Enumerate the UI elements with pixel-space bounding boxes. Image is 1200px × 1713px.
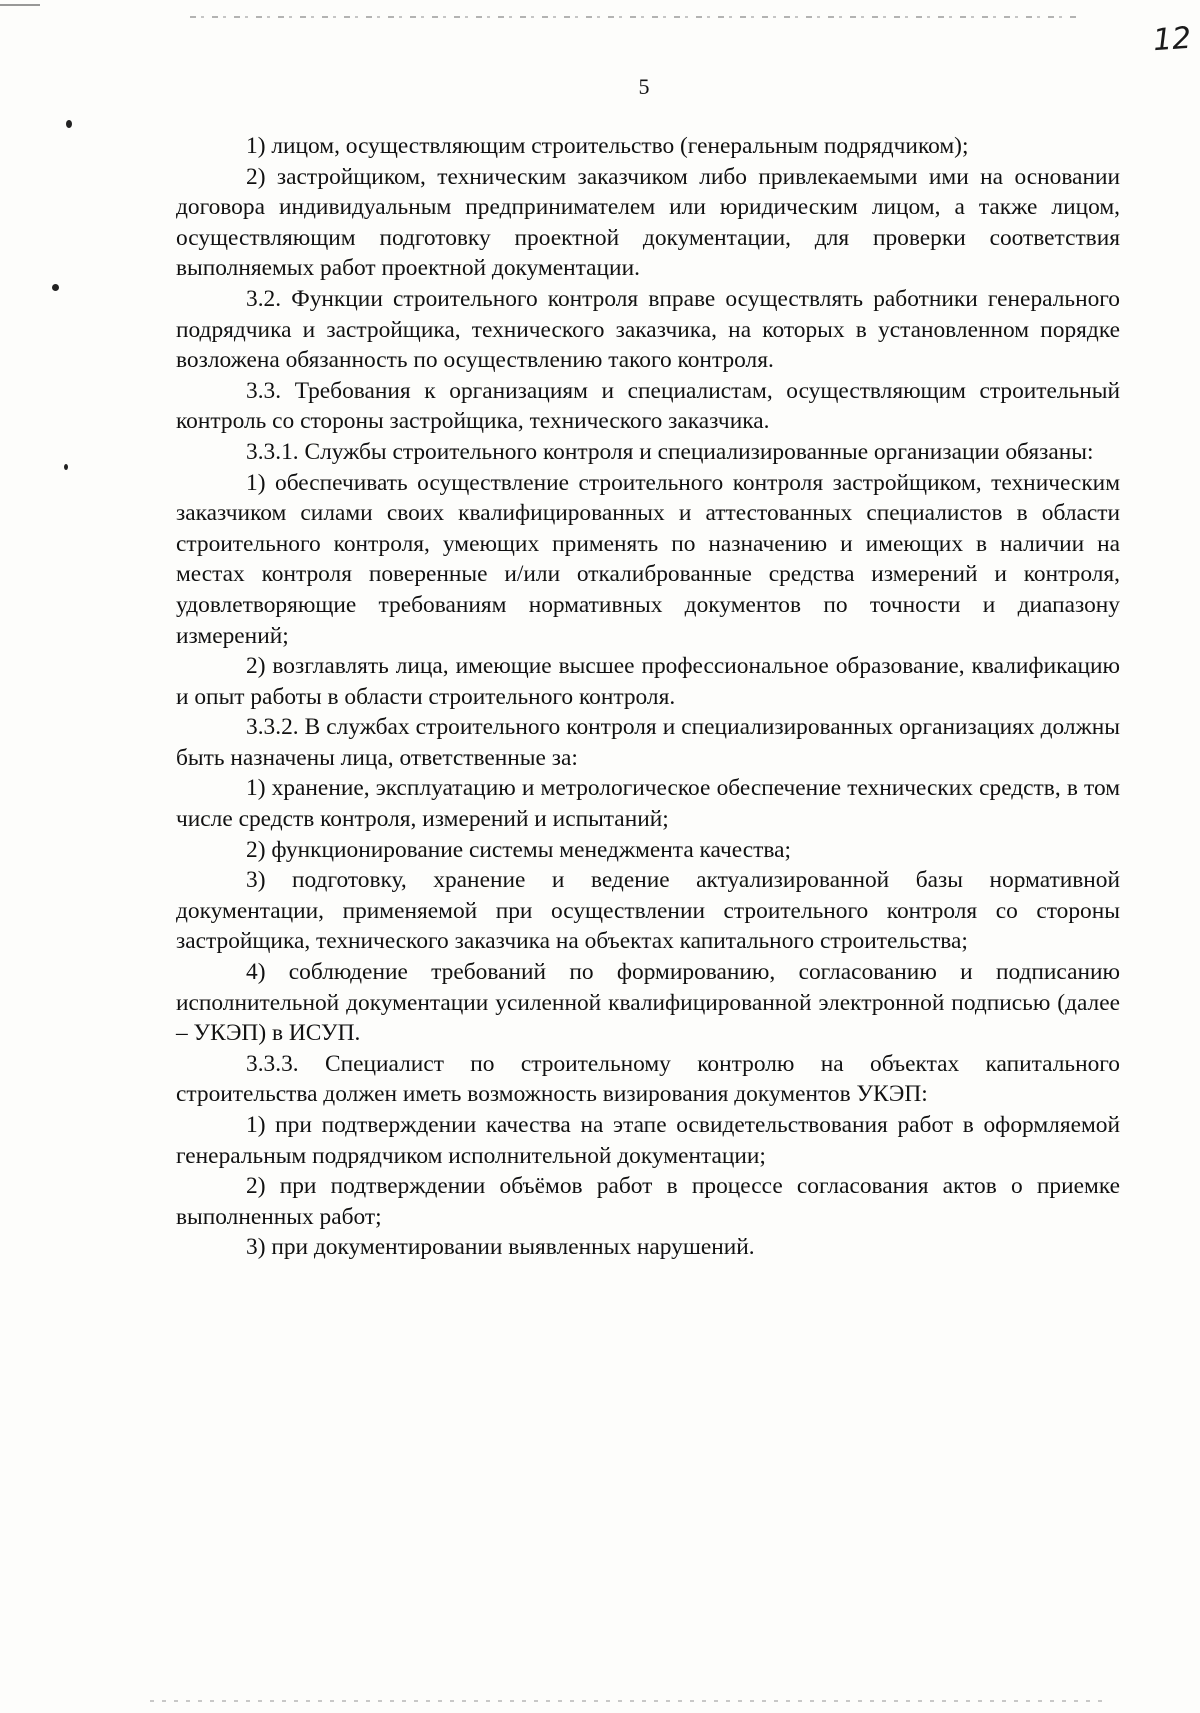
scan-artifact xyxy=(0,4,40,6)
scan-artifact xyxy=(190,16,1080,18)
paragraph: 3.3. Требования к организациям и специалистам, осуществляющим строительный контроль со стороны застройщика, технического заказчика. xyxy=(176,377,1120,435)
paragraph: 3.2. Функции строительного контроля вправе осуществлять работники генерального подрядчика и застройщика, технического заказчика, на которых в установленном порядке возложена обязанность по осуществлению такого контроля. xyxy=(176,285,1120,374)
paragraph: 3) при документировании выявленных нарушений. xyxy=(246,1234,755,1261)
paragraph: 2) при подтверждении объёмов работ в процессе согласования актов о приемке выполненных работ; xyxy=(176,1173,1120,1230)
handwritten-sheet-number: 12 xyxy=(1151,20,1193,59)
paragraph: 3) подготовку, хранение и ведение актуализированной базы нормативной документации, применяемой при осуществлении строительного контроля со стороны застройщика, технического заказчика на объектах капитального строительства; xyxy=(176,867,1120,955)
scan-artifact xyxy=(150,1700,1110,1702)
paragraph: 3.3.1. Службы строительного контроля и специализированные организации обязаны: xyxy=(246,438,1094,465)
paragraph: 4) соблюдение требований по формированию, согласованию и подписанию исполнительной документации усиленной квалифицированной электронной подписью (далее – УКЭП) в ИСУП. xyxy=(176,959,1120,1047)
paragraph: 1) при подтверждении качества на этапе освидетельствования работ в оформляемой генеральным подрядчиком исполнительной документации; xyxy=(176,1112,1120,1169)
page-number: 5 xyxy=(638,74,650,99)
paragraph: 2) застройщиком, техническим заказчиком либо привлекаемыми ими на основании договора индивидуальным предпринимателем или юридическим лицом, а также лицом, осуществляющим подготовку проектной документации, для проверки соответствия выполняемых работ проектной документации. xyxy=(176,163,1120,282)
paragraph: 3.3.2. В службах строительного контроля и специализированных организациях должны быть назначены лица, ответственные за: xyxy=(176,714,1120,771)
paragraph: 3.3.3. Специалист по строительному контролю на объектах капитального строительства должен иметь возможность визирования документов УКЭП: xyxy=(176,1050,1120,1108)
paragraph: 1) хранение, эксплуатацию и метрологическое обеспечение технических средств, в том числе средств контроля, измерений и испытаний; xyxy=(176,775,1120,833)
document-body xyxy=(176,131,1120,1263)
paragraph: 2) возглавлять лица, имеющие высшее профессиональное образование, квалификацию и опыт работы в области строительного контроля. xyxy=(176,653,1120,710)
scan-speck xyxy=(52,284,59,291)
paragraph: 1) обеспечивать осуществление строительного контроля застройщиком, техническим заказчиком силами своих квалифицированных и аттестованных специалистов в области строительного контроля, умеющих применять по назначению и имеющих в наличии на местах контроля поверенные и/или откалиброванные средства измерений и контроля, удовлетворяющие требованиям нормативных документов по точности и диапазону измерений; xyxy=(176,469,1120,649)
scan-speck xyxy=(64,464,68,470)
paragraph: 1) лицом, осуществляющим строительство (генеральным подрядчиком); xyxy=(246,133,969,159)
scan-speck xyxy=(66,120,72,128)
paragraph: 2) функционирование системы менеджмента качества; xyxy=(246,836,791,863)
